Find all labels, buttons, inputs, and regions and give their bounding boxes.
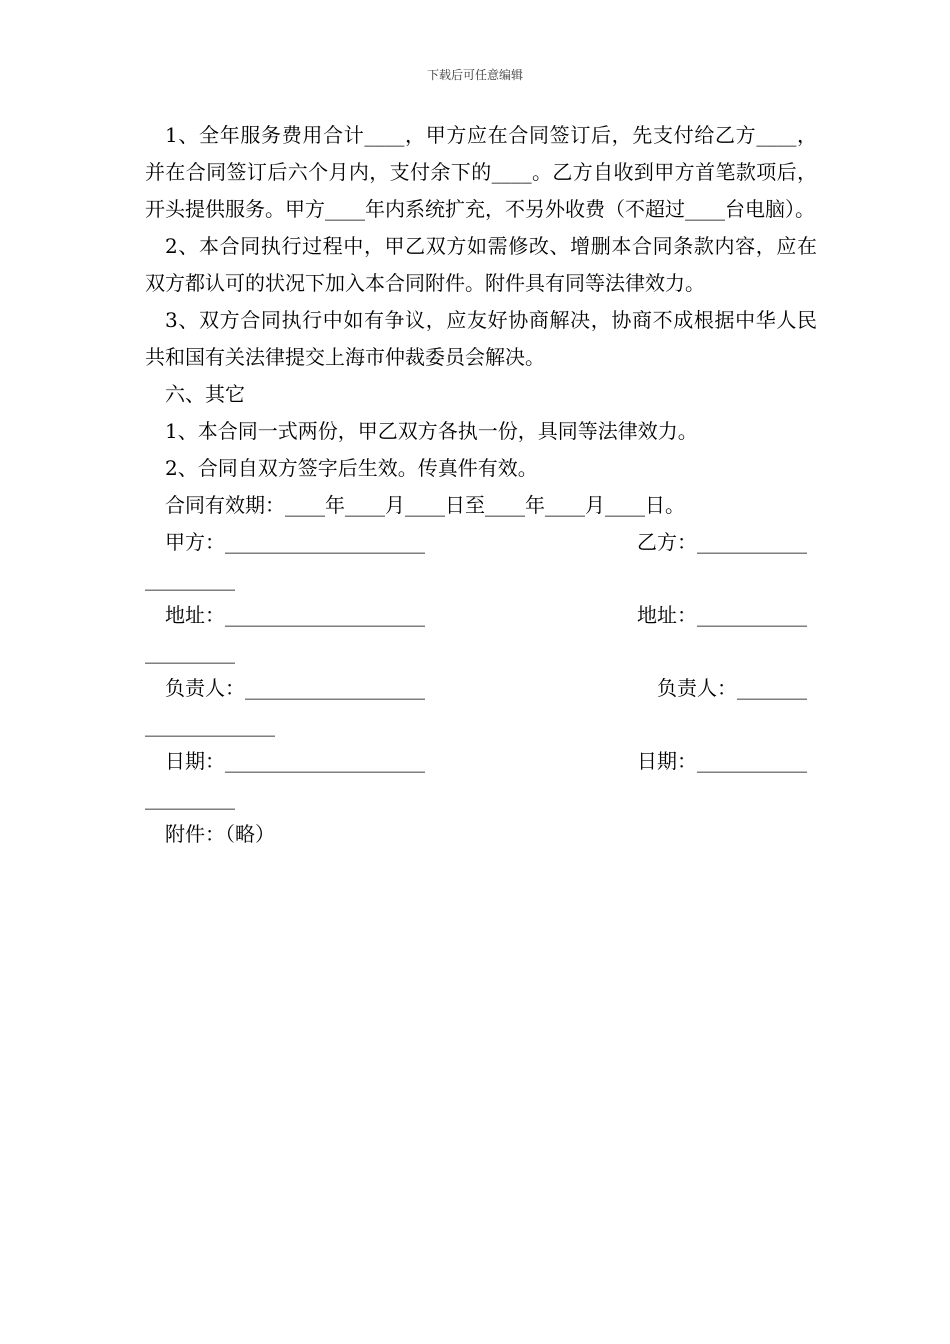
clause-effective: 2、合同自双方签字后生效。传真件有效。 <box>165 456 538 480</box>
section-heading-other: 六、其它 <box>165 382 245 406</box>
signature-continuation-line: _____________ <box>145 713 275 737</box>
clause-validity-period: 合同有效期：____年____月____日至____年____月____日。 <box>165 493 685 517</box>
signature-row-party <box>145 524 817 561</box>
signature-continuation-line: _________ <box>145 640 235 664</box>
clause-fee: 1、全年服务费用合计____，甲方应在合同签订后，先支付给乙方____，并在合同签订后六个月内，支付余下的____。乙方自收到甲方首笔款项后，开头提供服务。甲方____年内系统扩充，不另外收费（不超过____台电脑）。 <box>145 123 817 221</box>
party-a-date-field: 日期：____________________ <box>165 749 425 773</box>
party-b-date-field: 日期：___________ <box>637 749 807 773</box>
document-body <box>145 117 817 853</box>
clause-copies: 1、本合同一式两份，甲乙双方各执一份，具同等法律效力。 <box>165 419 698 443</box>
attachment-note: 附件：（略） <box>165 822 275 846</box>
party-b-address-field: 地址：___________ <box>637 603 807 627</box>
signature-continuation-line: _________ <box>145 567 235 591</box>
party-a-responsible-field: 负责人：__________________ <box>165 676 425 700</box>
signature-block <box>145 524 817 816</box>
clause-modification: 2、本合同执行过程中，甲乙双方如需修改、增删本合同条款内容，应在双方都认可的状况下加入本合同附件。附件具有同等法律效力。 <box>145 234 817 295</box>
party-b-field: 乙方：___________ <box>637 530 807 554</box>
page-header: 下载后可任意编辑 <box>426 68 523 82</box>
signature-row-address <box>145 597 817 634</box>
signature-continuation-line: _________ <box>145 786 235 810</box>
signature-row-responsible <box>145 670 817 707</box>
signature-row-date <box>145 743 817 780</box>
party-a-address-field: 地址：____________________ <box>165 603 425 627</box>
party-a-field: 甲方：____________________ <box>165 530 425 554</box>
party-b-responsible-field: 负责人：_______ <box>657 676 807 700</box>
clause-dispute: 3、双方合同执行中如有争议，应友好协商解决，协商不成根据中华人民共和国有关法律提交上海市仲裁委员会解决。 <box>145 308 817 369</box>
